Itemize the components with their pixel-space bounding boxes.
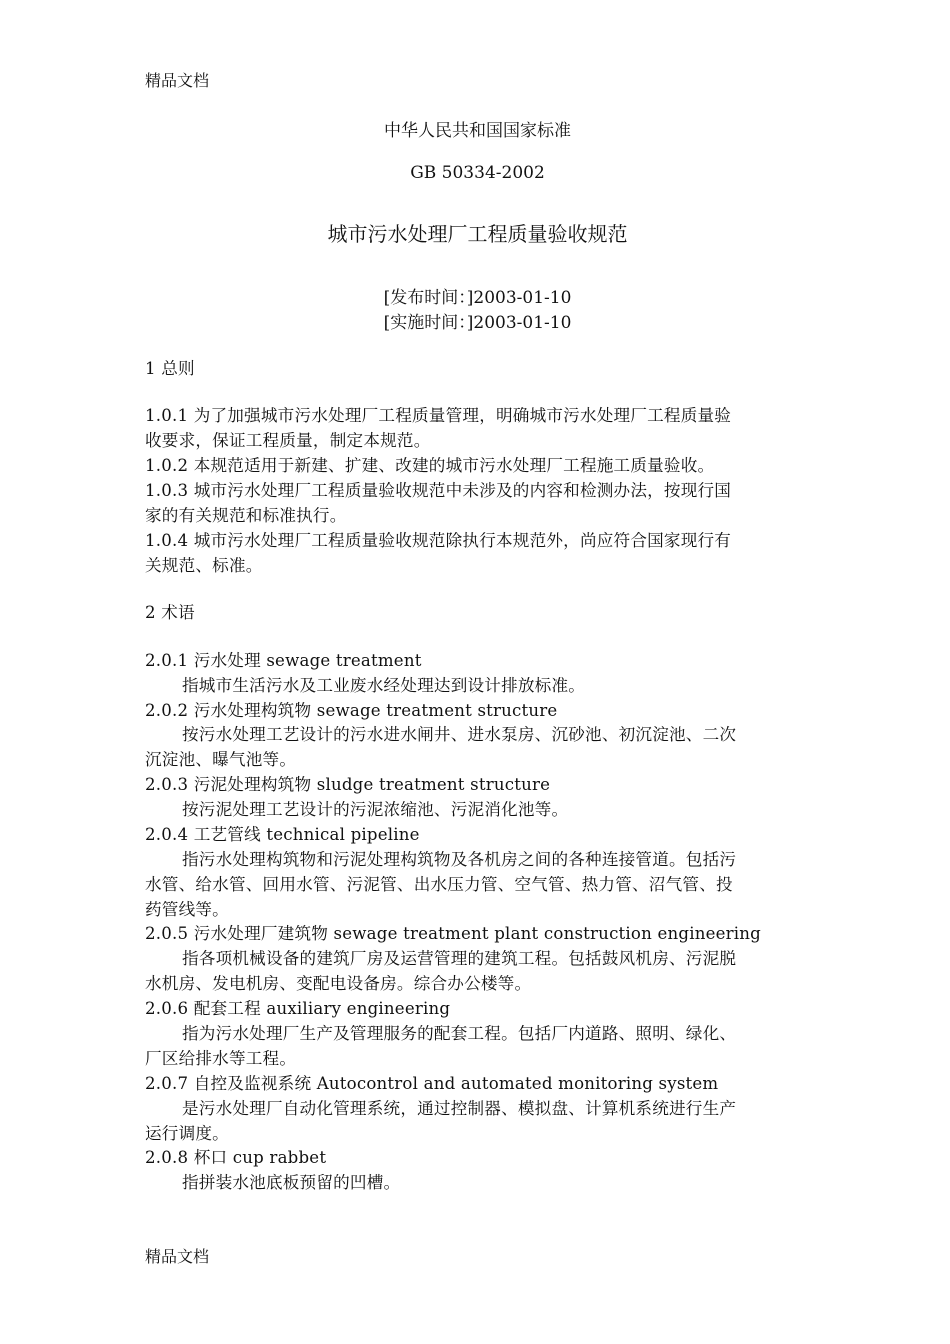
- term-definition: 指为污水处理厂生产及管理服务的配套工程。包括厂内道路、照明、绿化、: [182, 1024, 737, 1043]
- term-heading: 2.0.3 污泥处理构筑物 sludge treatment structure: [145, 775, 551, 794]
- term-definition: 水机房、发电机房、变配电设备房。综合办公楼等。: [145, 974, 532, 993]
- clause-line: 1.0.4 城市污水处理厂工程质量验收规范除执行本规范外，尚应符合国家现行有: [145, 531, 732, 550]
- term-definition: 运行调度。: [145, 1124, 229, 1143]
- clause-line: 关规范、标准。: [145, 556, 263, 575]
- publish-date: [发布时间：]2003-01-10: [383, 288, 572, 308]
- standard-code: GB 50334-2002: [410, 163, 545, 183]
- term-definition: 药管线等。: [145, 900, 229, 919]
- effective-date: [实施时间：]2003-01-10: [383, 313, 572, 333]
- clause-line: 家的有关规范和标准执行。: [145, 506, 347, 525]
- term-heading: 2.0.8 杯口 cup rabbet: [145, 1148, 327, 1167]
- term-definition: 沉淀池、曝气池等。: [145, 750, 297, 769]
- clause-line: 1.0.2 本规范适用于新建、扩建、改建的城市污水处理厂工程施工质量验收。: [145, 456, 715, 475]
- term-heading: 2.0.7 自控及监视系统 Autocontrol and automated monitoring system: [145, 1074, 719, 1093]
- clause-line: 收要求，保证工程质量，制定本规范。: [145, 431, 431, 450]
- term-heading: 2.0.5 污水处理厂建筑物 sewage treatment plant construction engineering: [145, 924, 761, 943]
- national-standard-heading: 中华人民共和国国家标准: [384, 121, 571, 141]
- term-definition: 按污泥处理工艺设计的污泥浓缩池、污泥消化池等。: [182, 800, 569, 819]
- term-definition: 水管、给水管、回用水管、污泥管、出水压力管、空气管、热力管、沼气管、投: [145, 875, 733, 894]
- term-definition: 指城市生活污水及工业废水经处理达到设计排放标准。: [182, 676, 586, 695]
- clause-line: 1.0.3 城市污水处理厂工程质量验收规范中未涉及的内容和检测办法，按现行国: [145, 481, 732, 500]
- term-definition: 指污水处理构筑物和污泥处理构筑物及各机房之间的各种连接管道。包括污: [182, 850, 737, 869]
- term-heading: 2.0.2 污水处理构筑物 sewage treatment structure: [145, 701, 558, 720]
- term-definition: 指各项机械设备的建筑厂房及运营管理的建筑工程。包括鼓风机房、污泥脱: [182, 949, 737, 968]
- term-definition: 按污水处理工艺设计的污水进水闸井、进水泵房、沉砂池、初沉淀池、二次: [182, 725, 737, 744]
- term-heading: 2.0.1 污水处理 sewage treatment: [145, 651, 422, 670]
- term-definition: 指拼装水池底板预留的凹槽。: [182, 1173, 401, 1192]
- section-heading: 2 术语: [145, 603, 195, 622]
- page-footer: 精品文档: [145, 1247, 210, 1266]
- term-heading: 2.0.6 配套工程 auxiliary engineering: [145, 999, 451, 1018]
- term-definition: 厂区给排水等工程。: [145, 1049, 297, 1068]
- term-definition: 是污水处理厂自动化管理系统，通过控制器、模拟盘、计算机系统进行生产: [182, 1099, 737, 1118]
- term-heading: 2.0.4 工艺管线 technical pipeline: [145, 825, 420, 844]
- page-header: 精品文档: [145, 71, 210, 90]
- document-title: 城市污水处理厂工程质量验收规范: [327, 222, 628, 246]
- section-heading: 1 总则: [145, 359, 195, 378]
- clause-line: 1.0.1 为了加强城市污水处理厂工程质量管理，明确城市污水处理厂工程质量验: [145, 406, 732, 425]
